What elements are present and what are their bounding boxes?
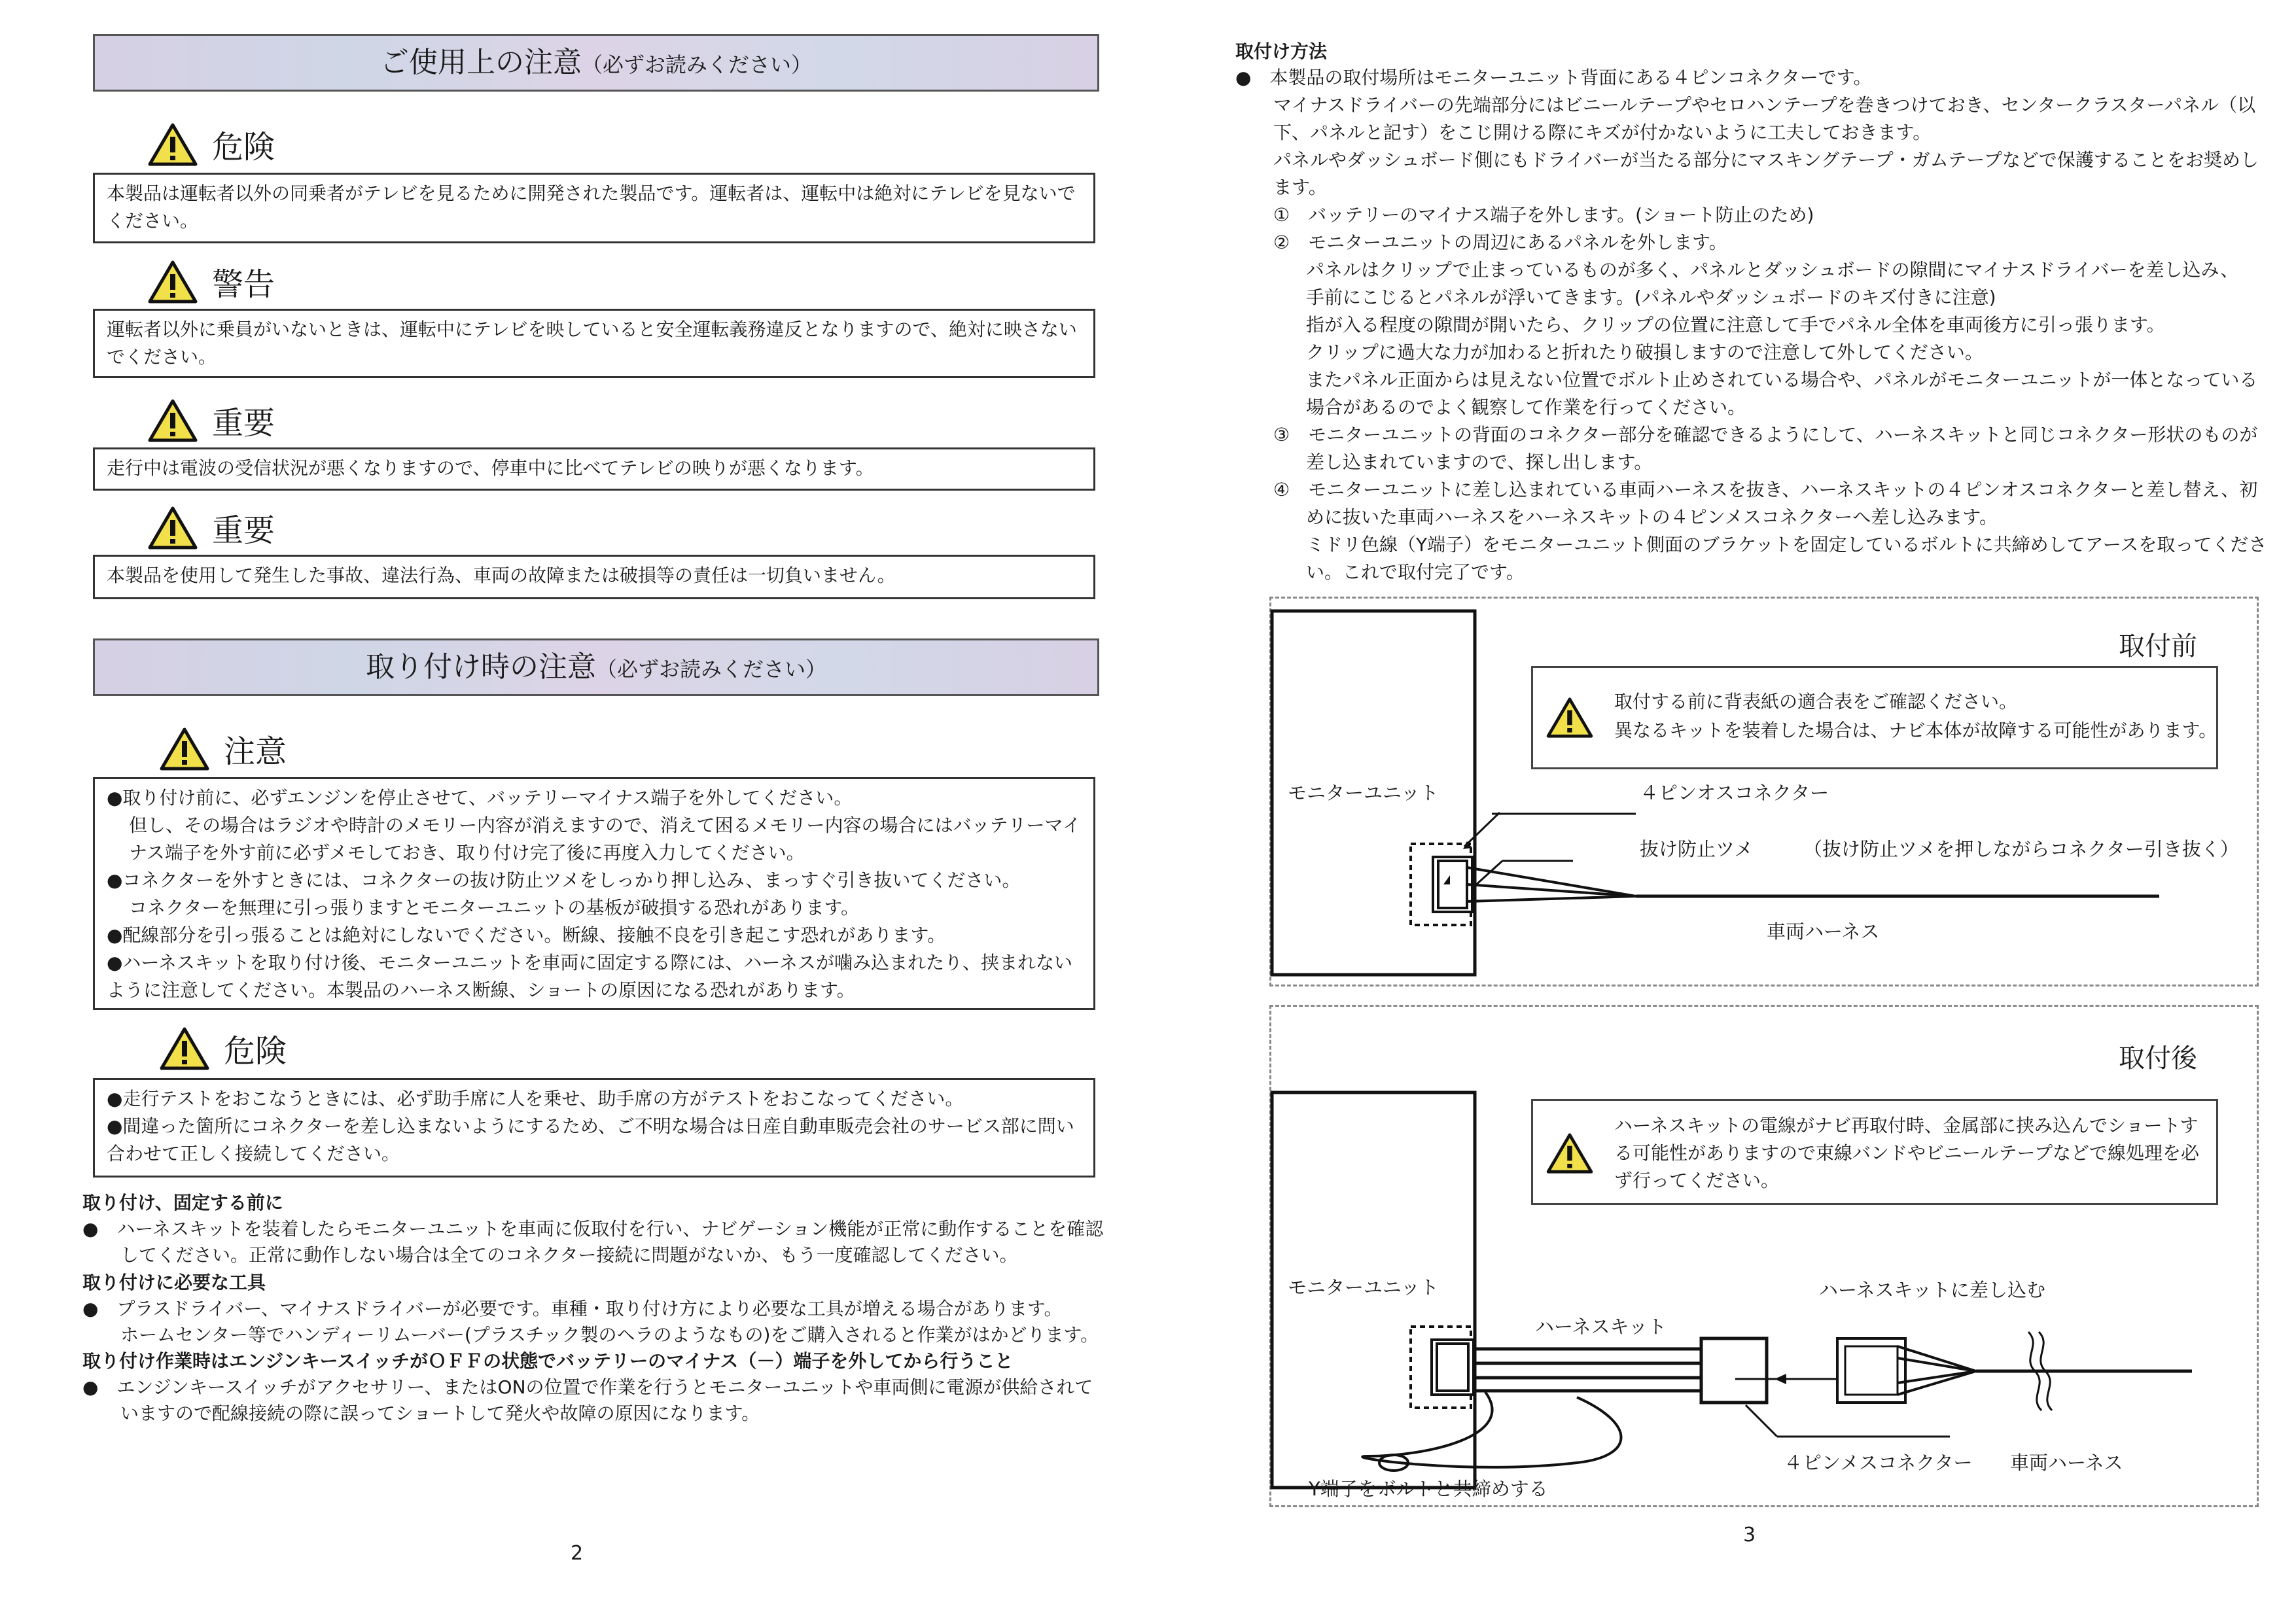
monitor-unit-label-before: モニターユニット xyxy=(1288,782,1439,804)
warning-icon xyxy=(148,260,198,304)
warning-icon xyxy=(1546,697,1593,739)
danger-box-1 xyxy=(93,173,1095,243)
section-tools-title: 取り付けに必要な工具 xyxy=(82,1272,266,1293)
important-heading-1: 重要 xyxy=(148,398,275,443)
danger-heading-1: 危険 xyxy=(148,122,275,167)
monitor-unit-label-after: モニターユニット xyxy=(1288,1276,1439,1299)
diagram-before-title: 取付前 xyxy=(2119,631,2197,661)
y-terminal-label: Y端子をボルトと共締めする xyxy=(1309,1478,1548,1500)
harness-kit-label: ハーネスキット xyxy=(1535,1316,1667,1338)
diagram-after-title: 取付後 xyxy=(2119,1043,2197,1073)
install-method-title: 取付け方法 xyxy=(1235,41,1328,62)
install-notice-title: 取り付け時の注意 xyxy=(365,650,596,684)
warning-heading: 警告 xyxy=(148,259,275,304)
caution-box: ●取り付け前に、必ずエンジンを停止させて、バッテリーマイナス端子を外してください。 但し、その場合はラジオや時計のメモリー内容が消えますので、消えて困るメモリー内容の場合にはバッテリーマイナス端子を外す前に必ずメモしておき、取り付け完了後に再度入力してください。 ●コネクターを外すときには、コネクターの抜け防止ツメをしっかり押し込み、まっすぐ引き抜いてください。 コネクターを無理に引っ張りますとモニターユニットの基板が破損する恐れがあります。 ●配線部分を引っ張ることは絶対にしないでください。断線、接触不良を引き起こす恐れがあります。 ●ハーネスキットを取り付け後、モニターユニットを車両に固定する際には、ハーネスが噛み込まれたり、挟まれないように注意してください。本製品のハーネス断線、ショートの原因になる恐れがあります。 xyxy=(93,777,1095,1010)
warning-icon xyxy=(160,1026,209,1071)
diagram-after-drawing xyxy=(1269,1005,2259,1507)
warning-icon xyxy=(148,506,198,550)
usage-notice-title: ご使用上の注意 xyxy=(380,46,582,79)
install-notice-banner xyxy=(93,638,1099,696)
usage-notice-note: （必ずお読みください） xyxy=(581,52,812,77)
female-connector-label: ４ピンメスコネクター xyxy=(1784,1452,1973,1474)
important-box-1 xyxy=(93,447,1095,491)
danger-text-1: 本製品は運転者以外の同乗者がテレビを見るために開発された製品です。運転者は、運転中は絶対にテレビを見ないでください。 xyxy=(107,183,1076,232)
male-connector-label: ４ピンオスコネクター xyxy=(1640,782,1829,804)
page-number-right: 3 xyxy=(1743,1524,1756,1546)
warning-icon xyxy=(1546,1132,1593,1174)
install-notice-note: （必ずお読みください） xyxy=(595,657,826,682)
important-text-2: 本製品を使用して発生した事故、違法行為、車両の故障または破損等の責任は一切負いません。 xyxy=(107,565,896,586)
warning-box xyxy=(93,309,1095,378)
diagram-after-warning: ハーネスキットの電線がナビ再取付時、金属部に挟み込んでショートす る可能性がありますので束線バンドやビニールテープなどで線処理を必 ず行ってください。 xyxy=(1531,1099,2218,1205)
plug-into-kit-label: ハーネスキットに差し込む xyxy=(1819,1279,2045,1301)
section-battery-title: 取り付け作業時はエンジンキースイッチがＯＦＦの状態でバッテリーのマイナス（－）端子を外してから行うこと xyxy=(82,1350,1014,1372)
danger-box-2: ●走行テストをおこなうときには、必ず助手席に人を乗せ、助手席の方がテストをおこなってください。 ●間違った箇所にコネクターを差し込まないようにするため、ご不明な場合は日産自動車販売会社のサービス部に問い合わせて正しく接続してください。 xyxy=(93,1078,1095,1178)
warning-icon xyxy=(148,122,198,167)
important-heading-2: 重要 xyxy=(148,505,275,550)
danger-heading-2: 危険 xyxy=(160,1026,287,1071)
warning-text: 運転者以外に乗員がいないときは、運転中にテレビを映していると安全運転義務違反となりますので、絶対に映さないでください。 xyxy=(107,319,1077,368)
important-box-2 xyxy=(93,555,1095,599)
diagram-before-warning: 取付する前に背表紙の適合表をご確認ください。 異なるキットを装着した場合は、ナビ本体が故障する可能性があります。 xyxy=(1531,666,2218,769)
important-text-1: 走行中は電波の受信状況が悪くなりますので、停車中に比べてテレビの映りが悪くなります。 xyxy=(107,457,874,479)
usage-notice-banner xyxy=(93,34,1099,92)
tab-note: （抜け防止ツメを押しながらコネクター引き抜く） xyxy=(1803,838,2239,860)
vehicle-harness-label-after: 車両ハーネス xyxy=(2010,1452,2123,1474)
page-number-left: 2 xyxy=(571,1542,584,1565)
tab-label: 抜け防止ツメ xyxy=(1640,838,1754,860)
vehicle-harness-label-before: 車両ハーネス xyxy=(1767,920,1880,943)
caution-heading: 注意 xyxy=(160,726,287,771)
warning-icon xyxy=(160,727,209,771)
section-before-fixing-title: 取り付け、固定する前に xyxy=(82,1192,283,1213)
warning-icon xyxy=(148,398,198,443)
